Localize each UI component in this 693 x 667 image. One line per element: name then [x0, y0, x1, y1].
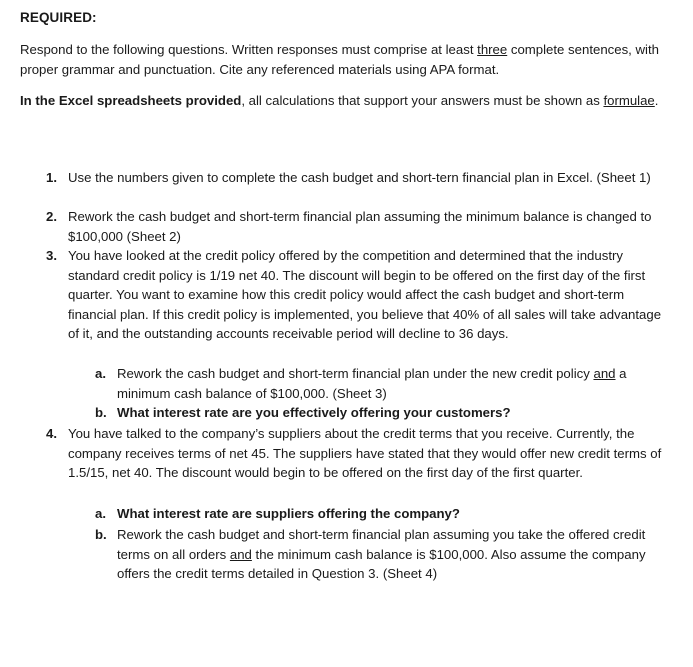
sub-question-letter: a.: [95, 366, 106, 381]
sub-question-underlined-and: and: [593, 366, 616, 381]
question-text: You have talked to the company’s suppliers about the credit terms that you receive. Currently, the company receives terms of net 45. The suppliers have stated that they would offer new credit terms of 1.5/15, net 40. The discount would begin to be offered on the first day of the first quarter.: [68, 426, 662, 480]
excel-instructions-bold: In the Excel spreadsheets provided: [20, 93, 242, 108]
question-number: 1.: [46, 170, 57, 185]
question-text: Use the numbers given to complete the cash budget and short-tern financial plan in Excel. (Sheet 1): [68, 170, 651, 185]
sub-question-text-1: Rework the cash budget and short-term financial plan under the new credit policy: [117, 366, 594, 381]
question-number: 3.: [46, 248, 57, 263]
excel-instructions-underlined-formulae: formulae: [603, 93, 655, 108]
instructions-underlined-three: three: [477, 42, 508, 57]
question-number: 4.: [46, 426, 57, 441]
sub-question-text-2: the minimum cash balance is $100,000. Also assume the company offers the credit terms detailed in Question 3. (Sheet 4): [117, 546, 646, 581]
instructions-text-1: Respond to the following questions. Written responses must comprise at least: [20, 42, 478, 57]
sub-question-text: What interest rate are suppliers offering the company?: [117, 506, 460, 521]
sub-question-text: [117, 525, 667, 584]
excel-instructions-text: , all calculations that support your answers must be shown as: [241, 93, 604, 108]
sub-question-text: What interest rate are you effectively offering your customers?: [117, 405, 511, 420]
sub-question-letter: b.: [95, 405, 107, 420]
sub-question-letter: b.: [95, 527, 107, 542]
sub-question-text-1: Rework the cash budget and short-term financial plan assuming you take the offered credit terms on all orders: [117, 527, 646, 562]
sub-question-letter: a.: [95, 506, 106, 521]
sub-question-underlined-and: and: [229, 546, 252, 562]
question-number: 2.: [46, 209, 57, 224]
sub-question-text-2: a minimum cash balance of $100,000. (Sheet 3): [117, 366, 627, 401]
question-text: You have looked at the credit policy offered by the competition and determined that the industry standard credit policy is 1/19 net 40. The discount will begin to be offered on the first day of the first quarter. You want to examine how this credit policy would affect the cash budget and short-term financial plan. If this credit policy is implemented, you believe that 40% of all sales will take advantage of it, and the outstanding accounts receivable period will decline to 36 days.: [68, 248, 662, 341]
excel-instructions-period: .: [654, 93, 659, 108]
excel-instructions-paragraph: [20, 91, 670, 111]
question-text: Rework the cash budget and short-term financial plan assuming the minimum balance is changed to $100,000 (Sheet 2): [68, 209, 652, 244]
sub-question-text: [117, 364, 667, 403]
instructions-paragraph: [20, 40, 670, 79]
instructions-text-2: complete sentences, with proper grammar and punctuation. Cite any referenced materials using APA format.: [20, 42, 659, 77]
required-heading: REQUIRED:: [20, 10, 97, 25]
